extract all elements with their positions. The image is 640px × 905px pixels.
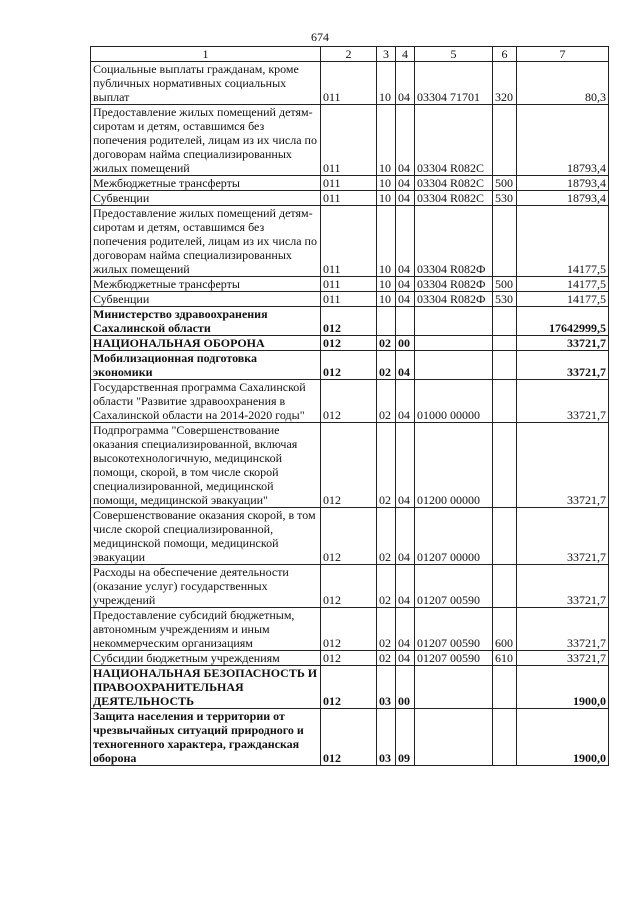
row-section-cell — [377, 307, 396, 336]
row-code-cell: 011 — [321, 176, 377, 191]
row-name-cell: Социальные выплаты гражданам, кроме публичных нормативных социальных выплат — [91, 62, 321, 105]
table-row — [91, 277, 609, 292]
row-expense-type-cell: 320 — [493, 62, 517, 105]
row-section-cell: 10 — [377, 191, 396, 206]
row-amount-cell: 1900,0 — [517, 709, 609, 766]
row-subsection-cell: 04 — [396, 176, 415, 191]
row-name-cell: НАЦИОНАЛЬНАЯ БЕЗОПАСНОСТЬ И ПРАВООХРАНИТЕЛЬНАЯ ДЕЯТЕЛЬНОСТЬ — [91, 666, 321, 709]
row-target-article-cell: 01200 00000 — [415, 423, 493, 508]
row-code-cell: 012 — [321, 423, 377, 508]
row-amount-cell: 33721,7 — [517, 508, 609, 565]
page-number: 674 — [311, 30, 329, 44]
row-code-cell: 012 — [321, 336, 377, 351]
row-subsection-cell: 04 — [396, 62, 415, 105]
row-section-cell: 10 — [377, 176, 396, 191]
row-code-cell: 011 — [321, 62, 377, 105]
header-col-7: 7 — [517, 47, 609, 62]
row-expense-type-cell: 610 — [493, 651, 517, 666]
row-target-article-cell: 03304 R082C — [415, 176, 493, 191]
row-amount-cell: 17642999,5 — [517, 307, 609, 336]
row-amount-cell: 33721,7 — [517, 608, 609, 651]
row-subsection-cell: 04 — [396, 292, 415, 307]
table-row — [91, 206, 609, 277]
row-section-cell: 02 — [377, 336, 396, 351]
row-name-cell: Совершенствование оказания скорой, в том числе скорой специализированной, медицинской помощи, медицинской эвакуации — [91, 508, 321, 565]
row-section-cell: 10 — [377, 105, 396, 176]
row-target-article-cell: 01207 00000 — [415, 508, 493, 565]
row-section-cell: 02 — [377, 423, 396, 508]
row-expense-type-cell — [493, 709, 517, 766]
row-code-cell: 012 — [321, 666, 377, 709]
row-subsection-cell: 04 — [396, 206, 415, 277]
row-target-article-cell: 01207 00590 — [415, 608, 493, 651]
header-col-3: 3 — [377, 47, 396, 62]
table-row — [91, 423, 609, 508]
header-col-5: 5 — [415, 47, 493, 62]
row-target-article-cell: 01207 00590 — [415, 565, 493, 608]
row-subsection-cell: 04 — [396, 423, 415, 508]
row-expense-type-cell — [493, 206, 517, 277]
row-name-cell: Межбюджетные трансферты — [91, 277, 321, 292]
budget-table — [90, 46, 609, 766]
row-code-cell: 012 — [321, 651, 377, 666]
row-section-cell: 10 — [377, 277, 396, 292]
row-name-cell: Субвенции — [91, 292, 321, 307]
row-name-cell: НАЦИОНАЛЬНАЯ ОБОРОНА — [91, 336, 321, 351]
row-amount-cell: 33721,7 — [517, 423, 609, 508]
row-code-cell: 011 — [321, 277, 377, 292]
table-body — [91, 62, 609, 766]
row-amount-cell: 18793,4 — [517, 191, 609, 206]
row-subsection-cell: 04 — [396, 565, 415, 608]
row-section-cell: 03 — [377, 709, 396, 766]
table-row — [91, 105, 609, 176]
row-code-cell: 012 — [321, 608, 377, 651]
header-col-1: 1 — [91, 47, 321, 62]
table-row — [91, 565, 609, 608]
row-amount-cell: 18793,4 — [517, 176, 609, 191]
row-expense-type-cell — [493, 508, 517, 565]
row-name-cell: Предоставление субсидий бюджетным, автономным учреждениям и иным некоммерческим организациям — [91, 608, 321, 651]
row-amount-cell: 33721,7 — [517, 336, 609, 351]
row-target-article-cell — [415, 336, 493, 351]
row-target-article-cell: 03304 71701 — [415, 62, 493, 105]
header-col-4: 4 — [396, 47, 415, 62]
row-amount-cell: 33721,7 — [517, 565, 609, 608]
row-amount-cell: 33721,7 — [517, 651, 609, 666]
table-row — [91, 651, 609, 666]
row-code-cell: 011 — [321, 292, 377, 307]
row-subsection-cell: 04 — [396, 191, 415, 206]
row-expense-type-cell: 500 — [493, 277, 517, 292]
row-name-cell: Мобилизационная подготовка экономики — [91, 351, 321, 380]
row-name-cell: Межбюджетные трансферты — [91, 176, 321, 191]
row-subsection-cell: 04 — [396, 351, 415, 380]
row-expense-type-cell — [493, 666, 517, 709]
row-subsection-cell — [396, 307, 415, 336]
row-subsection-cell: 00 — [396, 336, 415, 351]
row-target-article-cell: 03304 R082C — [415, 105, 493, 176]
row-name-cell: Предоставление жилых помещений детям-сиротам и детям, оставшимся без попечения родителей, лицам из их числа по договорам найма специализированных жилых помещений — [91, 105, 321, 176]
row-expense-type-cell — [493, 336, 517, 351]
row-amount-cell: 33721,7 — [517, 380, 609, 423]
row-code-cell: 012 — [321, 709, 377, 766]
row-section-cell: 02 — [377, 651, 396, 666]
row-amount-cell: 18793,4 — [517, 105, 609, 176]
row-expense-type-cell: 600 — [493, 608, 517, 651]
row-expense-type-cell — [493, 423, 517, 508]
table-row — [91, 709, 609, 766]
row-section-cell: 03 — [377, 666, 396, 709]
row-code-cell: 012 — [321, 351, 377, 380]
row-section-cell: 02 — [377, 608, 396, 651]
row-code-cell: 011 — [321, 105, 377, 176]
row-name-cell: Предоставление жилых помещений детям-сиротам и детям, оставшимся без попечения родителей, лицам из их числа по договорам найма специализированных жилых помещений — [91, 206, 321, 277]
row-section-cell: 02 — [377, 351, 396, 380]
row-expense-type-cell — [493, 351, 517, 380]
row-code-cell: 012 — [321, 565, 377, 608]
row-amount-cell: 14177,5 — [517, 292, 609, 307]
row-subsection-cell: 04 — [396, 608, 415, 651]
row-expense-type-cell: 530 — [493, 292, 517, 307]
row-name-cell: Защита населения и территории от чрезвычайных ситуаций природного и техногенного характера, гражданская оборона — [91, 709, 321, 766]
table-row — [91, 508, 609, 565]
row-code-cell: 012 — [321, 307, 377, 336]
row-amount-cell: 14177,5 — [517, 277, 609, 292]
table-row — [91, 292, 609, 307]
row-target-article-cell: 03304 R082C — [415, 191, 493, 206]
row-target-article-cell: 03304 R082Ф — [415, 292, 493, 307]
row-code-cell: 011 — [321, 191, 377, 206]
table-row — [91, 351, 609, 380]
row-subsection-cell: 04 — [396, 277, 415, 292]
table-row — [91, 336, 609, 351]
row-expense-type-cell: 500 — [493, 176, 517, 191]
row-expense-type-cell — [493, 105, 517, 176]
row-subsection-cell: 04 — [396, 105, 415, 176]
table-header-row — [91, 47, 609, 62]
row-section-cell: 10 — [377, 62, 396, 105]
row-expense-type-cell — [493, 307, 517, 336]
table-row — [91, 666, 609, 709]
row-expense-type-cell — [493, 380, 517, 423]
table-row — [91, 380, 609, 423]
table-row — [91, 62, 609, 105]
table-row — [91, 191, 609, 206]
header-col-2: 2 — [321, 47, 377, 62]
table-row — [91, 608, 609, 651]
row-code-cell: 012 — [321, 508, 377, 565]
row-amount-cell: 80,3 — [517, 62, 609, 105]
row-target-article-cell: 03304 R082Ф — [415, 206, 493, 277]
row-name-cell: Государственная программа Сахалинской области "Развитие здравоохранения в Сахалинской области на 2014-2020 годы" — [91, 380, 321, 423]
row-amount-cell: 1900,0 — [517, 666, 609, 709]
row-expense-type-cell: 530 — [493, 191, 517, 206]
row-subsection-cell: 04 — [396, 380, 415, 423]
row-target-article-cell: 01207 00590 — [415, 651, 493, 666]
row-subsection-cell: 00 — [396, 666, 415, 709]
row-target-article-cell — [415, 709, 493, 766]
row-section-cell: 02 — [377, 565, 396, 608]
row-subsection-cell: 04 — [396, 508, 415, 565]
row-amount-cell: 14177,5 — [517, 206, 609, 277]
row-expense-type-cell — [493, 565, 517, 608]
row-code-cell: 011 — [321, 206, 377, 277]
row-name-cell: Подпрограмма "Совершенствование оказания специализированной, включая высокотехнологичную, медицинской помощи, скорой, в том числе скорой специализированной, медицинской помощи, медицинской эвакуации" — [91, 423, 321, 508]
row-amount-cell: 33721,7 — [517, 351, 609, 380]
row-name-cell: Расходы на обеспечение деятельности (оказание услуг) государственных учреждений — [91, 565, 321, 608]
row-section-cell: 02 — [377, 508, 396, 565]
row-name-cell: Субвенции — [91, 191, 321, 206]
row-target-article-cell — [415, 351, 493, 380]
row-section-cell: 10 — [377, 292, 396, 307]
row-subsection-cell: 04 — [396, 651, 415, 666]
row-section-cell: 02 — [377, 380, 396, 423]
row-name-cell: Министерство здравоохранения Сахалинской области — [91, 307, 321, 336]
row-code-cell: 012 — [321, 380, 377, 423]
row-subsection-cell: 09 — [396, 709, 415, 766]
row-target-article-cell: 03304 R082Ф — [415, 277, 493, 292]
header-col-6: 6 — [493, 47, 517, 62]
row-target-article-cell — [415, 307, 493, 336]
row-name-cell: Субсидии бюджетным учреждениям — [91, 651, 321, 666]
row-section-cell: 10 — [377, 206, 396, 277]
table-row — [91, 176, 609, 191]
table-row — [91, 307, 609, 336]
row-target-article-cell: 01000 00000 — [415, 380, 493, 423]
row-target-article-cell — [415, 666, 493, 709]
